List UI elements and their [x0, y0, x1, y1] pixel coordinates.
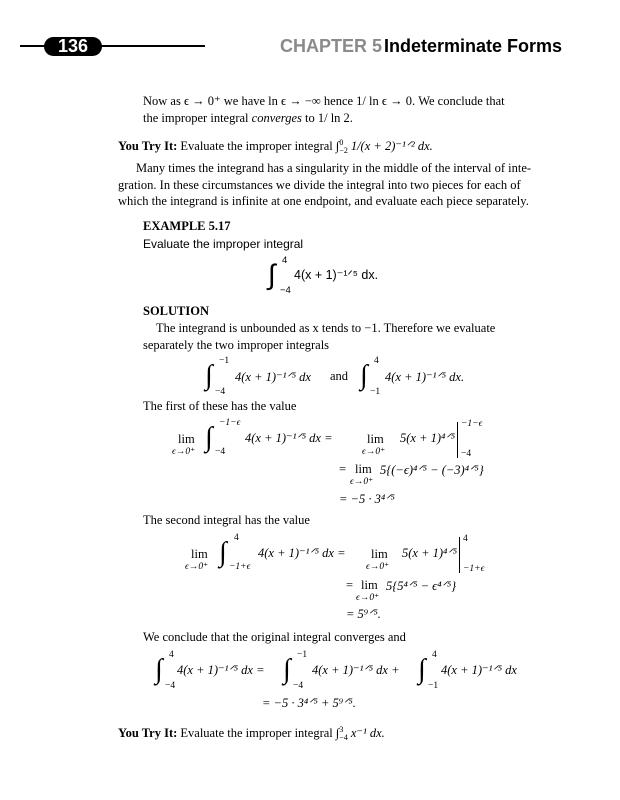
limit-subscript: ϵ→0⁺ — [366, 562, 390, 572]
chapter-title: Indeterminate Forms — [384, 36, 563, 56]
limit-label: lim — [355, 462, 372, 476]
paragraph-line-1: Many times the integrand has a singularity in the middle of the interval of inte- — [136, 161, 532, 175]
antiderivative: 5(x + 1)⁴ᐟ⁵ — [402, 546, 458, 560]
example-title: EXAMPLE 5.17 — [143, 219, 231, 233]
upper-bound: 4 — [374, 356, 379, 366]
intro-line-2 — [143, 110, 561, 127]
integral-sign: ∫ — [360, 360, 368, 391]
limit-label: lim — [178, 432, 195, 446]
limit-subscript: ϵ→0⁺ — [356, 593, 380, 603]
limit-label: lim — [361, 578, 378, 592]
conclusion-intro: We conclude that the original integral converges and — [143, 630, 406, 644]
lower-bound: −1 — [428, 681, 439, 691]
lower-bound: −4 — [215, 447, 226, 457]
intro-text: the improper integral — [143, 110, 252, 125]
limit-label: lim — [367, 432, 384, 446]
lower-bound: −1 — [370, 387, 381, 397]
eval-lower: −1+ϵ — [463, 564, 485, 574]
lower-bound: −4 — [280, 285, 291, 296]
solution-intro — [143, 320, 561, 353]
limit-label: lim — [371, 547, 388, 561]
chapter-label: CHAPTER 5 — [280, 36, 383, 56]
intro-text-end: to 1/ ln 2. — [301, 110, 353, 125]
first-evaluation — [170, 418, 570, 508]
limit-subscript: ϵ→0⁺ — [350, 477, 374, 487]
first-result: = −5 · 3⁴ᐟ⁵ — [339, 492, 395, 506]
evaluation-bar — [457, 422, 458, 458]
integrand: 4(x + 1)⁻¹ᐟ⁵ dx — [235, 370, 311, 384]
integrand: 4(x + 1)⁻¹ᐟ⁵ dx = — [258, 546, 346, 560]
limit-subscript: ϵ→0⁺ — [362, 447, 386, 457]
upper-bound: 0 — [339, 138, 344, 148]
antiderivative: 5(x + 1)⁴ᐟ⁵ — [400, 431, 456, 445]
try-it-1 — [118, 138, 433, 155]
second-evaluation — [183, 533, 583, 623]
equals-sign: = — [339, 462, 347, 476]
try-it-bounds — [339, 139, 348, 155]
eval-upper: −1−ϵ — [461, 419, 483, 429]
intro-emphasis: converges — [251, 110, 302, 125]
evaluated-expression: 5{5⁴ᐟ⁵ − ϵ⁴ᐟ⁵} — [386, 579, 457, 593]
solution-line-2: separately the two improper integrals — [143, 337, 330, 352]
integral-sign: ∫ — [205, 422, 213, 453]
second-result: = 5⁹ᐟ⁵. — [346, 607, 381, 621]
upper-bound: 4 — [234, 533, 239, 543]
equals-sign: = — [346, 578, 354, 592]
integral-sign: ∫ — [283, 654, 291, 685]
integrand: 4(x + 1)⁻¹ᐟ⁵ dx = — [245, 431, 333, 445]
try-it-text: Evaluate the improper integral ∫ — [180, 726, 340, 740]
upper-bound: 4 — [432, 650, 437, 660]
upper-bound: 3 — [339, 725, 344, 735]
lower-bound: −1+ϵ — [229, 562, 251, 572]
limit-subscript: ϵ→0⁺ — [172, 447, 196, 457]
upper-bound: −1−ϵ — [219, 418, 241, 428]
try-it-label: You Try It: — [118, 139, 178, 153]
integrand: 4(x + 1)⁻¹ᐟ⁵ dx = — [177, 663, 265, 677]
lower-bound: −4 — [215, 387, 226, 397]
lower-bound: −4 — [293, 681, 304, 691]
evaluation-bar — [459, 537, 460, 573]
final-equation — [155, 650, 575, 715]
integrand: 4(x + 1)⁻¹ᐟ⁵ dx. — [294, 268, 379, 282]
solution-line-1: The integrand is unbounded as x tends to −1. Therefore we evaluate — [156, 321, 496, 335]
lower-bound: −2 — [339, 146, 348, 156]
eval-lower: −4 — [461, 449, 472, 459]
integral-sign: ∫ — [219, 537, 227, 568]
limit-subscript: ϵ→0⁺ — [185, 562, 209, 572]
try-it-bounds — [339, 726, 348, 742]
integral-sign: ∫ — [155, 654, 163, 685]
paragraph-line-3: which the integrand is infinite at one endpoint, and evaluate each piece separately. — [118, 194, 529, 208]
try-it-label: You Try It: — [118, 726, 178, 740]
paragraph-line-2: gration. In these circumstances we divide the integral into two pieces for each of — [118, 177, 521, 192]
limit-label: lim — [191, 547, 208, 561]
page-number: 136 — [44, 37, 102, 56]
integrand: 4(x + 1)⁻¹ᐟ⁵ dx. — [385, 370, 465, 384]
integral-pair — [205, 356, 505, 396]
upper-bound: 4 — [282, 255, 288, 266]
and-text: and — [330, 369, 349, 383]
lower-bound: −4 — [339, 733, 348, 743]
integrand: 4(x + 1)⁻¹ᐟ⁵ dx + — [312, 663, 400, 677]
lower-bound: −4 — [165, 681, 176, 691]
intro-paragraph — [143, 93, 561, 126]
upper-bound: 4 — [169, 650, 174, 660]
example-prompt: Evaluate the improper integral — [143, 237, 304, 251]
second-value-intro: The second integral has the value — [143, 513, 310, 527]
integrand: 4(x + 1)⁻¹ᐟ⁵ dx — [441, 663, 517, 677]
eval-upper: 4 — [463, 534, 468, 544]
final-result: = −5 · 3⁴ᐟ⁵ + 5⁹ᐟ⁵. — [262, 696, 356, 710]
integral-sign: ∫ — [205, 360, 213, 391]
intro-line-1: Now as ϵ → 0⁺ we have ln ϵ → −∞ hence 1/ ln ϵ → 0. We conclude that — [143, 94, 505, 108]
integral-sign: ∫ — [418, 654, 426, 685]
try-it-2 — [118, 725, 385, 742]
try-it-integrand: 1/(x + 2)⁻¹ᐟ² dx. — [350, 139, 433, 153]
try-it-text: Evaluate the improper integral ∫ — [180, 139, 340, 153]
solution-title: SOLUTION — [143, 304, 209, 318]
evaluated-expression: 5{(−ϵ)⁴ᐟ⁵ − (−3)⁴ᐟ⁵} — [380, 463, 484, 477]
try-it-integrand: x⁻¹ dx. — [350, 726, 385, 740]
method-paragraph — [118, 160, 561, 210]
integral-sign: ∫ — [268, 259, 276, 290]
first-value-intro: The first of these has the value — [143, 399, 297, 413]
upper-bound: −1 — [219, 356, 230, 366]
upper-bound: −1 — [297, 650, 308, 660]
